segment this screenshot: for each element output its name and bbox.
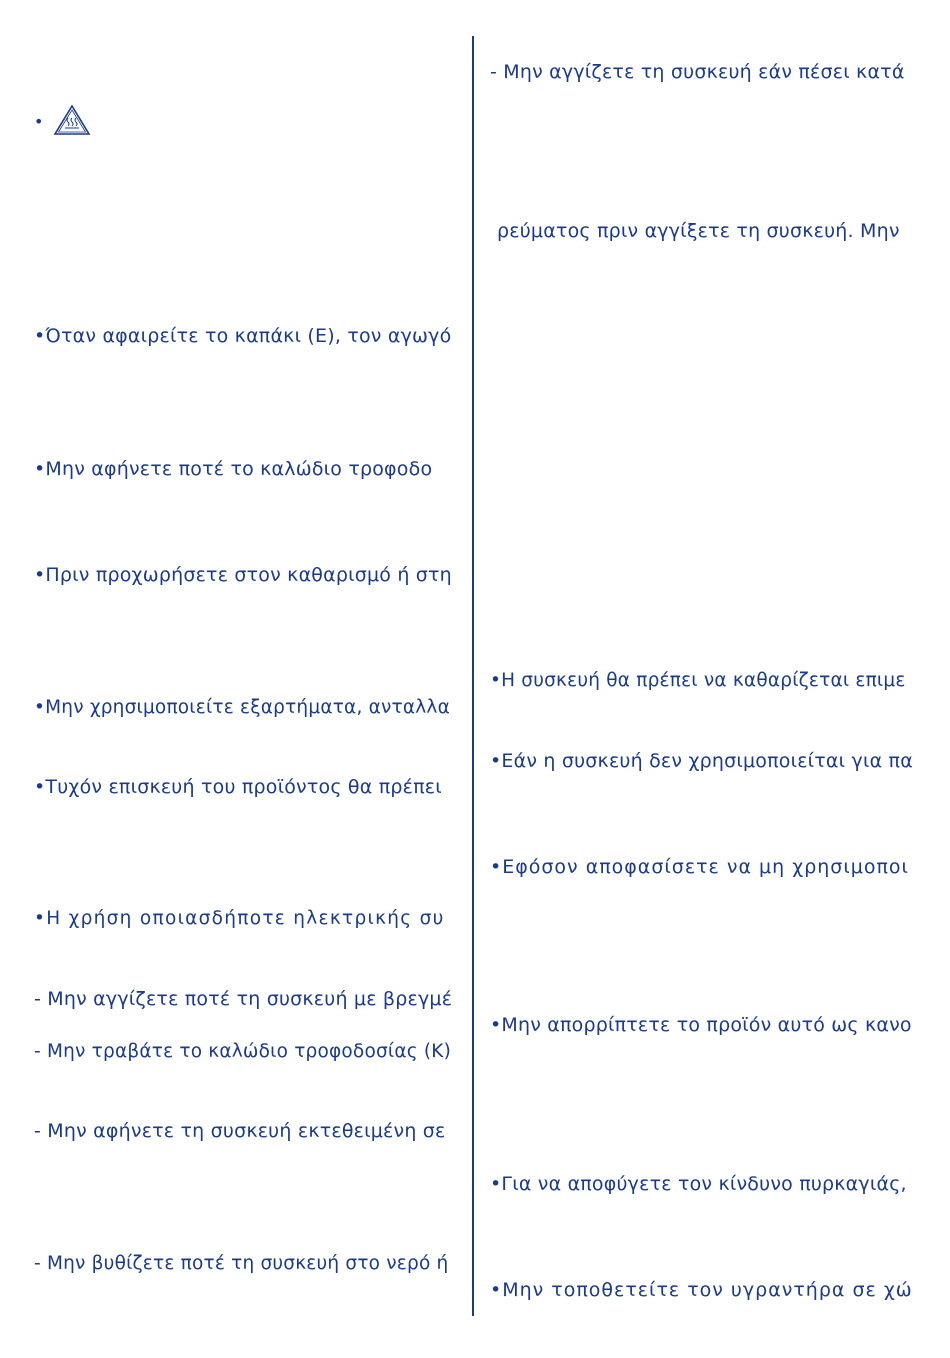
left-line-1: •Όταν αφαιρείτε το καπάκι (Ε), τον αγωγό (34, 325, 452, 347)
left-line-5: •Τυχόν επισκευή του προϊόντος θα πρέπει (34, 776, 442, 798)
right-line-3: •Η συσκευή θα πρέπει να καθαρίζεται επιμε (490, 670, 906, 691)
left-line-7: - Μην αγγίζετε ποτέ τη συσκευή με βρεγμέ (34, 988, 453, 1010)
column-divider (472, 36, 474, 1316)
right-line-2: ρεύματος πριν αγγίξετε τη συσκευή. Μην (497, 220, 900, 242)
hot-surface-warning-icon (53, 104, 91, 140)
left-line-8: - Μην τραβάτε το καλώδιο τροφοδοσίας (Κ) (34, 1041, 452, 1062)
right-line-5: •Εφόσον αποφασίσετε να μη χρησιμοποι (490, 856, 909, 878)
left-line-9: - Μην αφήνετε τη συσκευή εκτεθειμένη σε (34, 1120, 446, 1142)
right-line-4: •Εάν η συσκευή δεν χρησιμοποιείται για πα (490, 750, 913, 772)
left-line-4: •Μην χρησιμοποιείτε εξαρτήματα, ανταλλα (34, 697, 450, 718)
right-line-7: •Για να αποφύγετε τον κίνδυνο πυρκαγιάς, (490, 1173, 907, 1195)
left-line-10: - Μην βυθίζετε ποτέ τη συσκευή στο νερό ή (34, 1253, 449, 1274)
right-line-8: •Μην τοποθετείτε τον υγραντήρα σε χώ (490, 1279, 913, 1301)
warning-bullet: • (34, 112, 44, 131)
right-line-6: •Μην απορρίπτετε το προϊόν αυτό ως κανο (490, 1014, 912, 1036)
left-line-3: •Πριν προχωρήσετε στον καθαρισμό ή στη (34, 564, 452, 586)
left-line-2: •Μην αφήνετε ποτέ το καλώδιο τροφοδο (34, 458, 433, 480)
left-line-6: •Η χρήση οποιασδήποτε ηλεκτρικής συ (34, 908, 445, 929)
hot-surface-warning (34, 104, 91, 140)
right-line-1: - Μην αγγίζετε τη συσκευή εάν πέσει κατά (490, 61, 905, 83)
